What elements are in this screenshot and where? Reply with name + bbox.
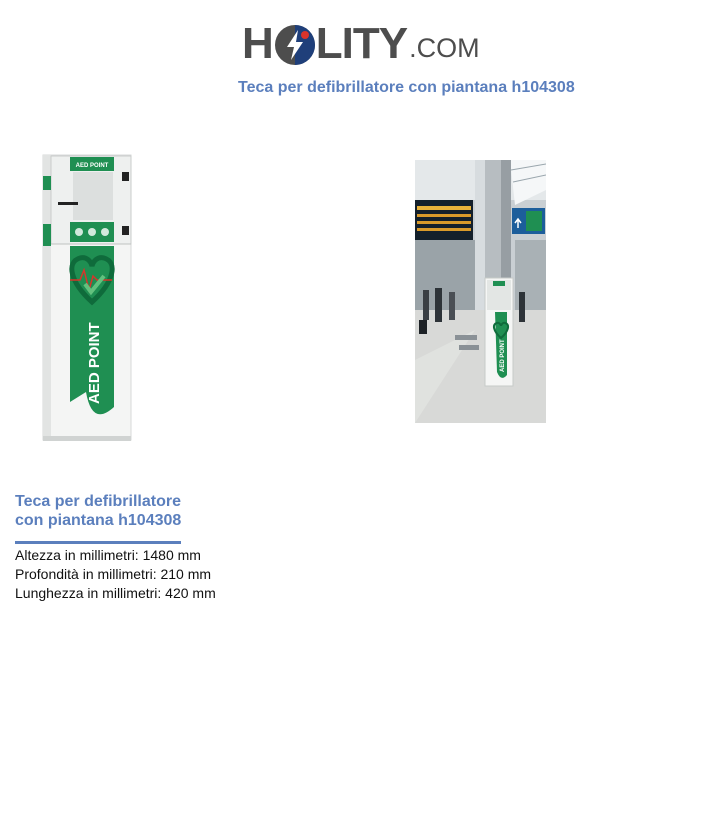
product-title-line2: con piantana h104308 [15, 512, 182, 529]
title-divider [15, 541, 181, 544]
brand-logo[interactable] [242, 14, 480, 66]
spec-length: Lunghezza in millimetri: 420 mm [15, 585, 216, 601]
product-title-line1: Teca per defibrillatore [15, 493, 181, 510]
spec-height: Altezza in millimetri: 1480 mm [15, 547, 201, 563]
product-specs [15, 546, 216, 603]
cabinet-label-small: AED POINT [75, 163, 109, 169]
installation-cabinet-label: AED POINT [500, 339, 506, 372]
page-title: Teca per defibrillatore con piantana h104308 [238, 79, 575, 96]
product-image-installation[interactable] [415, 160, 546, 423]
product-title [15, 492, 215, 530]
airport-installation-photo-icon [415, 160, 546, 423]
aed-cabinet-photo-icon [40, 152, 136, 444]
spec-depth: Profondità in millimetri: 210 mm [15, 566, 212, 582]
logo-tail: LITY [315, 19, 408, 68]
logo-lead: H [242, 19, 273, 68]
logo-o-icon [274, 24, 316, 66]
product-image-cabinet[interactable] [40, 152, 136, 444]
cabinet-label-vertical: AED POINT [86, 322, 103, 404]
logo-suffix: .COM [409, 33, 480, 63]
